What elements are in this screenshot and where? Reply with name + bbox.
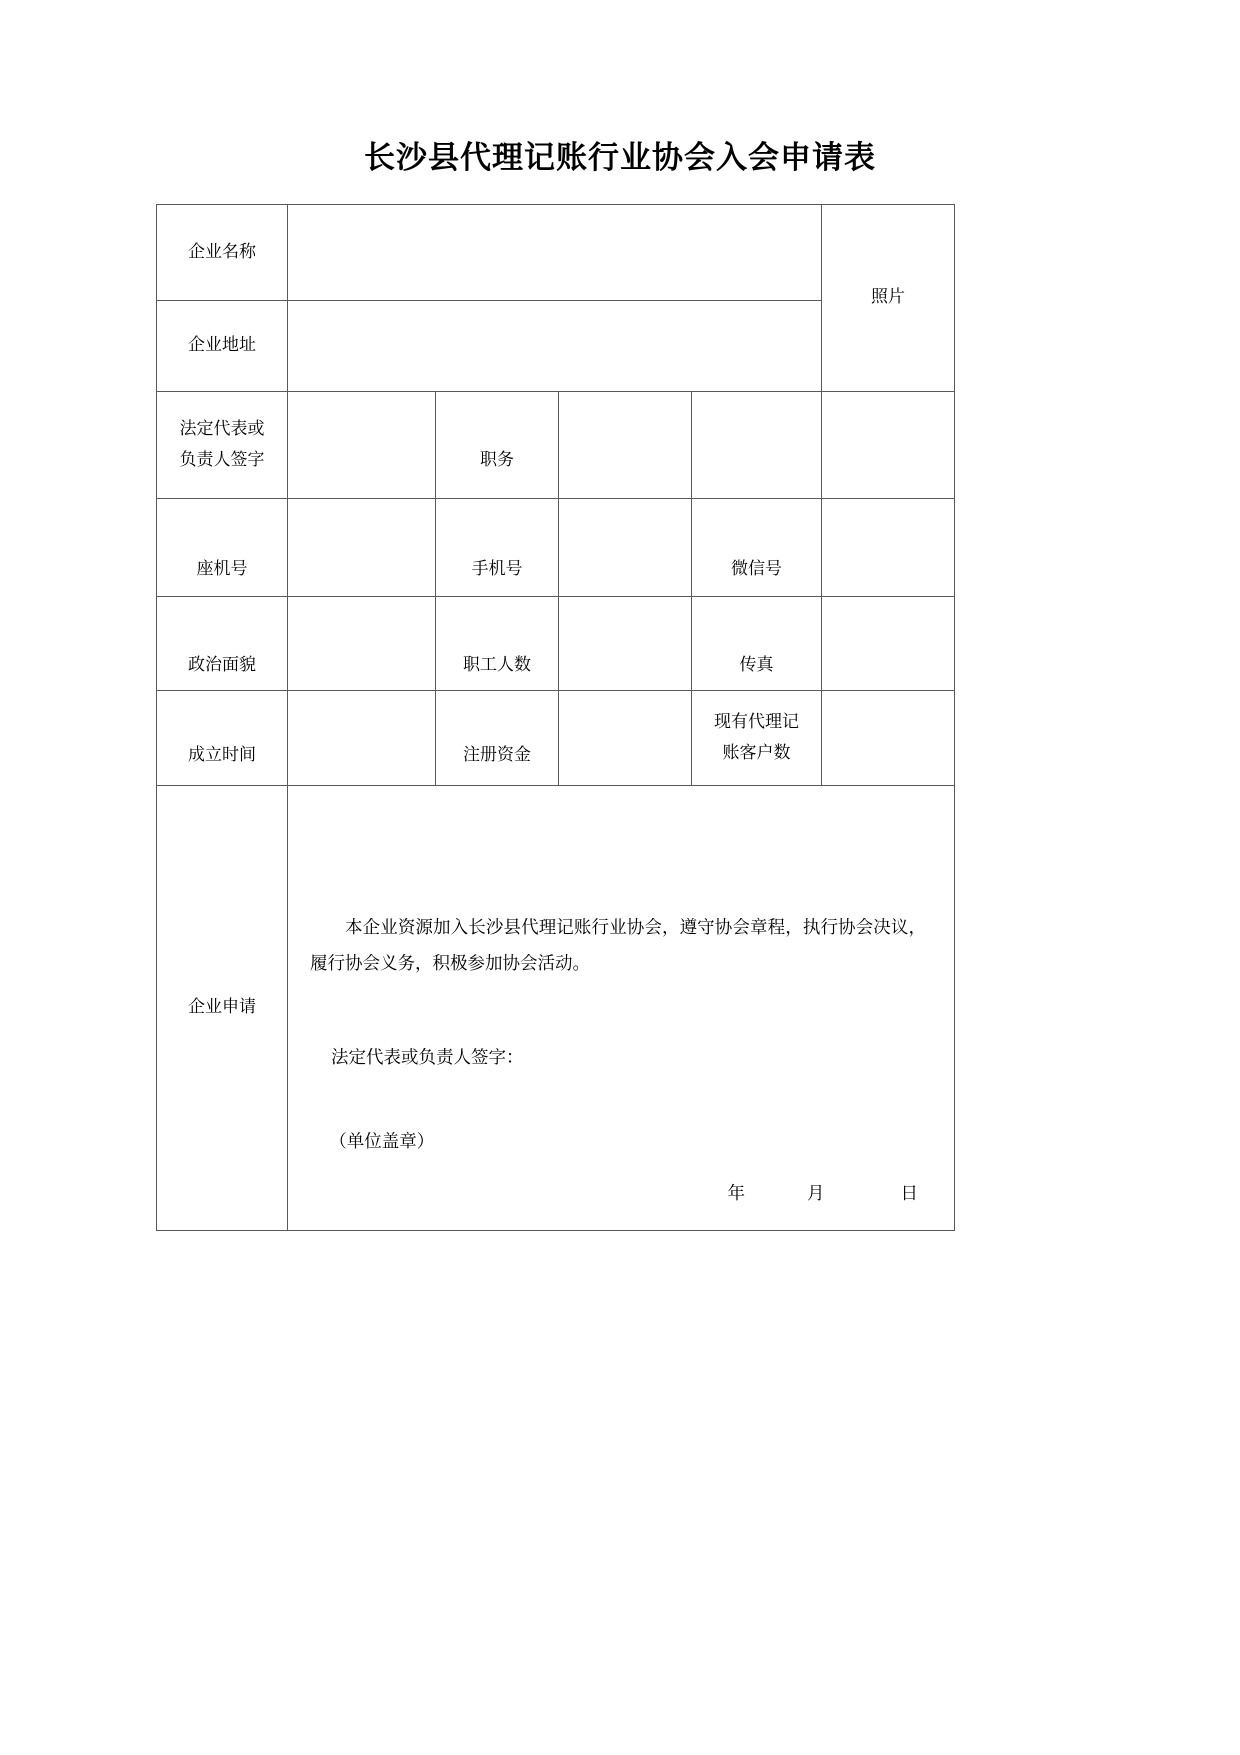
field-political-status[interactable]: [288, 597, 436, 691]
label-position: 职务: [436, 408, 559, 515]
page-title: 长沙县代理记账行业协会入会申请表: [364, 140, 876, 176]
table-row-company-name: [157, 205, 955, 301]
label-legal-representative-line1: 法定代表或: [179, 418, 265, 439]
label-company-name: 企业名称: [157, 205, 288, 301]
label-landline: 座机号: [157, 521, 288, 619]
date-month-label: 月: [807, 1183, 825, 1204]
label-enterprise-application: 企业申请: [157, 786, 288, 1231]
field-mobile[interactable]: [559, 499, 692, 597]
label-registered-capital: 注册资金: [436, 709, 559, 804]
label-company-address: 企业地址: [157, 301, 288, 392]
label-existing-clients-line2: 账客户数: [722, 743, 791, 763]
application-statement-cell[interactable]: [288, 786, 955, 1231]
field-company-address[interactable]: [288, 301, 822, 392]
field-company-name[interactable]: [288, 205, 822, 301]
photo-placeholder[interactable]: 照片: [822, 205, 955, 392]
label-political-status: 政治面貌: [157, 619, 288, 713]
label-employee-count: 职工人数: [436, 619, 559, 713]
application-paragraph: 本企业资源加入长沙县代理记账行业协会，遵守协会章程，执行协会决议，履行协会义务，积极参加协会活动。: [310, 918, 926, 975]
field-registered-capital[interactable]: [559, 691, 692, 786]
field-legal-representative-signature[interactable]: [288, 392, 436, 499]
table-row-application: [157, 786, 955, 1231]
application-seal-label: （单位盖章）: [329, 1131, 435, 1152]
field-position-extra[interactable]: [692, 392, 822, 499]
label-founding-date: 成立时间: [157, 709, 288, 804]
membership-application-table: [156, 204, 955, 1231]
field-wechat[interactable]: [822, 499, 955, 597]
label-legal-representative-line2: 负责人签字: [179, 450, 265, 470]
field-fax[interactable]: [822, 597, 955, 691]
application-date-line: [728, 1178, 919, 1210]
date-year-label: 年: [727, 1183, 745, 1204]
label-legal-representative: [157, 392, 288, 499]
field-founding-date[interactable]: [288, 691, 436, 786]
field-existing-clients[interactable]: [822, 691, 955, 786]
field-employee-count[interactable]: [559, 597, 692, 691]
field-position[interactable]: [559, 392, 692, 499]
label-mobile: 手机号: [436, 521, 559, 619]
date-day-label: 日: [900, 1183, 918, 1204]
field-landline[interactable]: [288, 499, 436, 597]
label-wechat: 微信号: [692, 521, 822, 619]
table-row-legal-representative: [157, 392, 955, 499]
field-row3-right[interactable]: [822, 392, 955, 499]
label-existing-clients-line1: 现有代理记: [714, 711, 799, 732]
label-fax: 传真: [692, 619, 822, 713]
application-signature-label: 法定代表或负责人签字：: [331, 1048, 524, 1068]
